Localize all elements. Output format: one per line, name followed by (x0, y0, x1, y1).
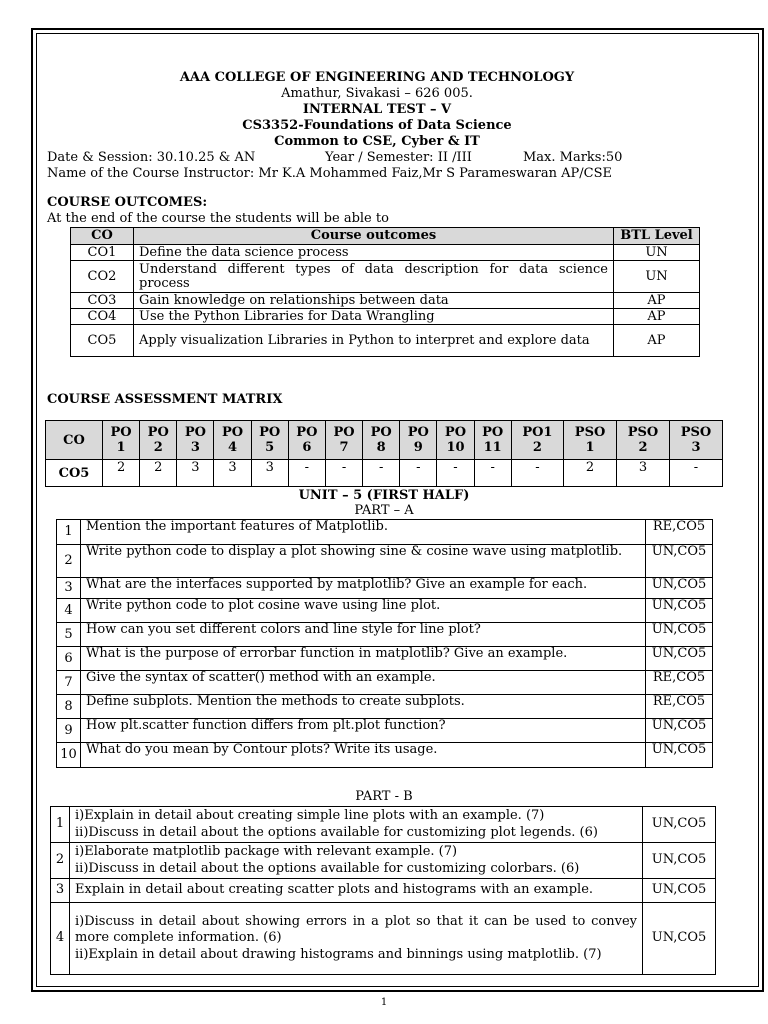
college-name: AAA COLLEGE OF ENGINEERING AND TECHNOLOGY (179, 70, 575, 85)
question-number: 8 (57, 695, 81, 719)
table-row (57, 671, 713, 695)
question-text: Write python code to display a plot showing sine & cosine wave using matplotlib. (81, 545, 646, 578)
matrix-header-co (46, 421, 103, 460)
question-level: UN,CO5 (646, 623, 713, 647)
co-outcome: Understand different types of data description for data science process (134, 261, 614, 293)
table-row (71, 293, 700, 309)
matrix-row-label: CO5 (46, 460, 103, 487)
question-text: How can you set different colors and line style for line plot? (81, 623, 646, 647)
btl-header: BTL Level (614, 228, 700, 245)
table-row (57, 599, 713, 623)
question-text: What are the interfaces supported by matplotlib? Give an example for each. (81, 578, 646, 599)
question-text (70, 903, 643, 975)
question-number: 1 (57, 520, 81, 545)
course-instructor: Name of the Course Instructor: Mr K.A Mohammed Faiz,Mr S Parameswaran AP/CSE (47, 166, 612, 181)
header-line: PO (370, 425, 392, 440)
header-line: CO (63, 432, 85, 448)
question-line: Explain in detail about creating scatter plots and histograms with an example. (75, 882, 594, 898)
header-line: PO (110, 425, 132, 440)
matrix-row-co5 (46, 460, 723, 487)
table-row (57, 695, 713, 719)
header-line: 7 (339, 440, 349, 455)
matrix-cell: - (325, 460, 362, 487)
table-row (57, 647, 713, 671)
header-line: 1 (585, 440, 595, 455)
matrix-cell: - (669, 460, 722, 487)
question-text (70, 879, 643, 903)
matrix-header (400, 421, 437, 460)
question-level: RE,CO5 (646, 671, 713, 695)
header-line: PO (259, 425, 281, 440)
matrix-header (617, 421, 670, 460)
matrix-header-row (46, 421, 723, 460)
question-text: How plt.scatter function differs from plt.plot function? (81, 719, 646, 743)
header-line: PO (296, 425, 318, 440)
table-row (71, 245, 700, 261)
matrix-header (177, 421, 214, 460)
co-id: CO2 (71, 261, 134, 293)
assessment-matrix-title: COURSE ASSESSMENT MATRIX (47, 392, 283, 407)
matrix-header (251, 421, 288, 460)
matrix-cell: 3 (251, 460, 288, 487)
question-text: What is the purpose of errorbar function in matplotlib? Give an example. (81, 647, 646, 671)
max-marks: Max. Marks:50 (523, 150, 623, 165)
table-row (71, 309, 700, 325)
co-outcome: Use the Python Libraries for Data Wrangling (134, 309, 614, 325)
header-line: 2 (638, 440, 648, 455)
question-text: Mention the important features of Matplotlib. (81, 520, 646, 545)
question-number: 3 (57, 578, 81, 599)
question-line: ii)Explain in detail about drawing histograms and binnings using matplotlib. (7) (75, 946, 602, 962)
table-row (57, 743, 713, 768)
outcome-header: Course outcomes (134, 228, 614, 245)
header-line: PSO (574, 425, 606, 440)
matrix-header (474, 421, 511, 460)
question-line: i)Elaborate matplotlib package with relevant example. (7) (75, 844, 458, 859)
header-line: PO (333, 425, 355, 440)
year-semester: Year / Semester: II /III (325, 150, 472, 165)
co-outcome: Define the data science process (134, 245, 614, 261)
college-address: Amathur, Sivakasi – 626 005. (281, 86, 473, 101)
question-text: Give the syntax of scatter() method with an example. (81, 671, 646, 695)
question-line: i)Discuss in detail about showing errors in a plot so that it can be used to convey more complete information. (6) (75, 913, 637, 946)
part-a-table (56, 519, 713, 768)
matrix-header (103, 421, 140, 460)
question-text: What do you mean by Contour plots? Write its usage. (81, 743, 646, 768)
matrix-header (325, 421, 362, 460)
question-number: 5 (57, 623, 81, 647)
assessment-matrix-table (45, 420, 723, 487)
question-number: 4 (51, 903, 70, 975)
document-header (47, 70, 707, 357)
header-line: PSO (680, 425, 712, 440)
course-outcomes-intro: At the end of the course the students will be able to (47, 211, 389, 226)
matrix-header (140, 421, 177, 460)
question-text (70, 807, 643, 843)
matrix-cell: 2 (103, 460, 140, 487)
question-number: 6 (57, 647, 81, 671)
question-line: i)Explain in detail about creating simple line plots with an example. (7) (75, 808, 545, 823)
co-btl: AP (614, 325, 700, 357)
co-id: CO3 (71, 293, 134, 309)
question-number: 10 (57, 743, 81, 768)
question-level: UN,CO5 (646, 578, 713, 599)
co-id: CO4 (71, 309, 134, 325)
table-row (51, 843, 716, 879)
header-line: 4 (228, 440, 238, 455)
course-title: CS3352-Foundations of Data Science (242, 118, 512, 133)
header-line: 10 (446, 440, 465, 455)
part-a-title: PART – A (354, 503, 414, 518)
co-outcome: Apply visualization Libraries in Python to interpret and explore data (134, 325, 614, 357)
course-outcomes-title: COURSE OUTCOMES: (47, 195, 208, 210)
test-title: INTERNAL TEST – V (302, 102, 452, 117)
header-line: 2 (532, 440, 542, 455)
matrix-cell: - (363, 460, 400, 487)
co-id: CO1 (71, 245, 134, 261)
header-line: 9 (413, 440, 423, 455)
header-line: PO (444, 425, 467, 440)
header-line: PO (221, 425, 244, 440)
matrix-cell: - (474, 460, 511, 487)
matrix-cell: 3 (214, 460, 251, 487)
header-line: PO1 (522, 425, 553, 440)
co-btl: UN (614, 245, 700, 261)
matrix-header (363, 421, 400, 460)
question-text (70, 843, 643, 879)
header-line: PO (407, 425, 429, 440)
co-outcome: Gain knowledge on relationships between data (134, 293, 614, 309)
question-number: 7 (57, 671, 81, 695)
page-number: 1 (380, 997, 388, 1008)
table-row (57, 545, 713, 578)
header-line: 11 (483, 440, 502, 455)
header-line: PO (184, 425, 206, 440)
common-to: Common to CSE, Cyber & IT (274, 134, 480, 149)
table-row (57, 578, 713, 599)
header-line: PO (482, 425, 504, 440)
part-b-title: PART - B (355, 789, 413, 804)
matrix-cell: 3 (617, 460, 670, 487)
question-level: UN,CO5 (643, 903, 716, 975)
matrix-cell: - (437, 460, 474, 487)
question-level: UN,CO5 (643, 879, 716, 903)
table-row (57, 623, 713, 647)
question-line: ii)Discuss in detail about the options available for customizing plot legends. (6) (75, 824, 598, 840)
matrix-header (511, 421, 563, 460)
course-outcomes-table (70, 227, 700, 357)
exam-info-line (47, 150, 707, 166)
unit-title: UNIT – 5 (FIRST HALF) (298, 488, 470, 503)
question-level: UN,CO5 (643, 807, 716, 843)
question-number: 1 (51, 807, 70, 843)
matrix-header (564, 421, 617, 460)
matrix-header (288, 421, 325, 460)
header-line: 3 (691, 440, 701, 455)
table-row (51, 807, 716, 843)
part-b-table (50, 806, 716, 975)
question-text: Define subplots. Mention the methods to create subplots. (81, 695, 646, 719)
co-btl: AP (614, 293, 700, 309)
question-level: UN,CO5 (646, 743, 713, 768)
table-row (71, 325, 700, 357)
matrix-cell: - (511, 460, 563, 487)
question-level: UN,CO5 (646, 647, 713, 671)
question-text: Write python code to plot cosine wave using line plot. (81, 599, 646, 623)
header-line: 1 (116, 440, 126, 455)
table-row (57, 520, 713, 545)
question-number: 9 (57, 719, 81, 743)
header-line: 5 (265, 440, 275, 455)
matrix-header (437, 421, 474, 460)
co-table-header (71, 228, 700, 245)
header-line: PO (147, 425, 169, 440)
matrix-header (214, 421, 251, 460)
question-number: 2 (51, 843, 70, 879)
matrix-header (669, 421, 722, 460)
matrix-cell: 2 (564, 460, 617, 487)
header-line: 2 (153, 440, 163, 455)
matrix-cell: - (288, 460, 325, 487)
co-header: CO (71, 228, 134, 245)
question-number: 4 (57, 599, 81, 623)
header-line: 3 (190, 440, 200, 455)
table-row (71, 261, 700, 293)
co-id: CO5 (71, 325, 134, 357)
question-level: RE,CO5 (646, 520, 713, 545)
question-level: UN,CO5 (646, 599, 713, 623)
question-number: 2 (57, 545, 81, 578)
header-line: 8 (376, 440, 386, 455)
matrix-cell: 3 (177, 460, 214, 487)
header-line: PSO (627, 425, 659, 440)
header-line: 6 (302, 440, 312, 455)
question-level: UN,CO5 (646, 719, 713, 743)
question-level: UN,CO5 (646, 545, 713, 578)
question-line: ii)Discuss in detail about the options available for customizing colorbars. (6) (75, 860, 580, 876)
matrix-cell: 2 (140, 460, 177, 487)
question-number: 3 (51, 879, 70, 903)
table-row (57, 719, 713, 743)
question-level: UN,CO5 (643, 843, 716, 879)
co-btl: AP (614, 309, 700, 325)
date-session: Date & Session: 30.10.25 & AN (47, 150, 256, 165)
co-btl: UN (614, 261, 700, 293)
table-row (51, 903, 716, 975)
question-level: RE,CO5 (646, 695, 713, 719)
table-row (51, 879, 716, 903)
matrix-cell: - (400, 460, 437, 487)
